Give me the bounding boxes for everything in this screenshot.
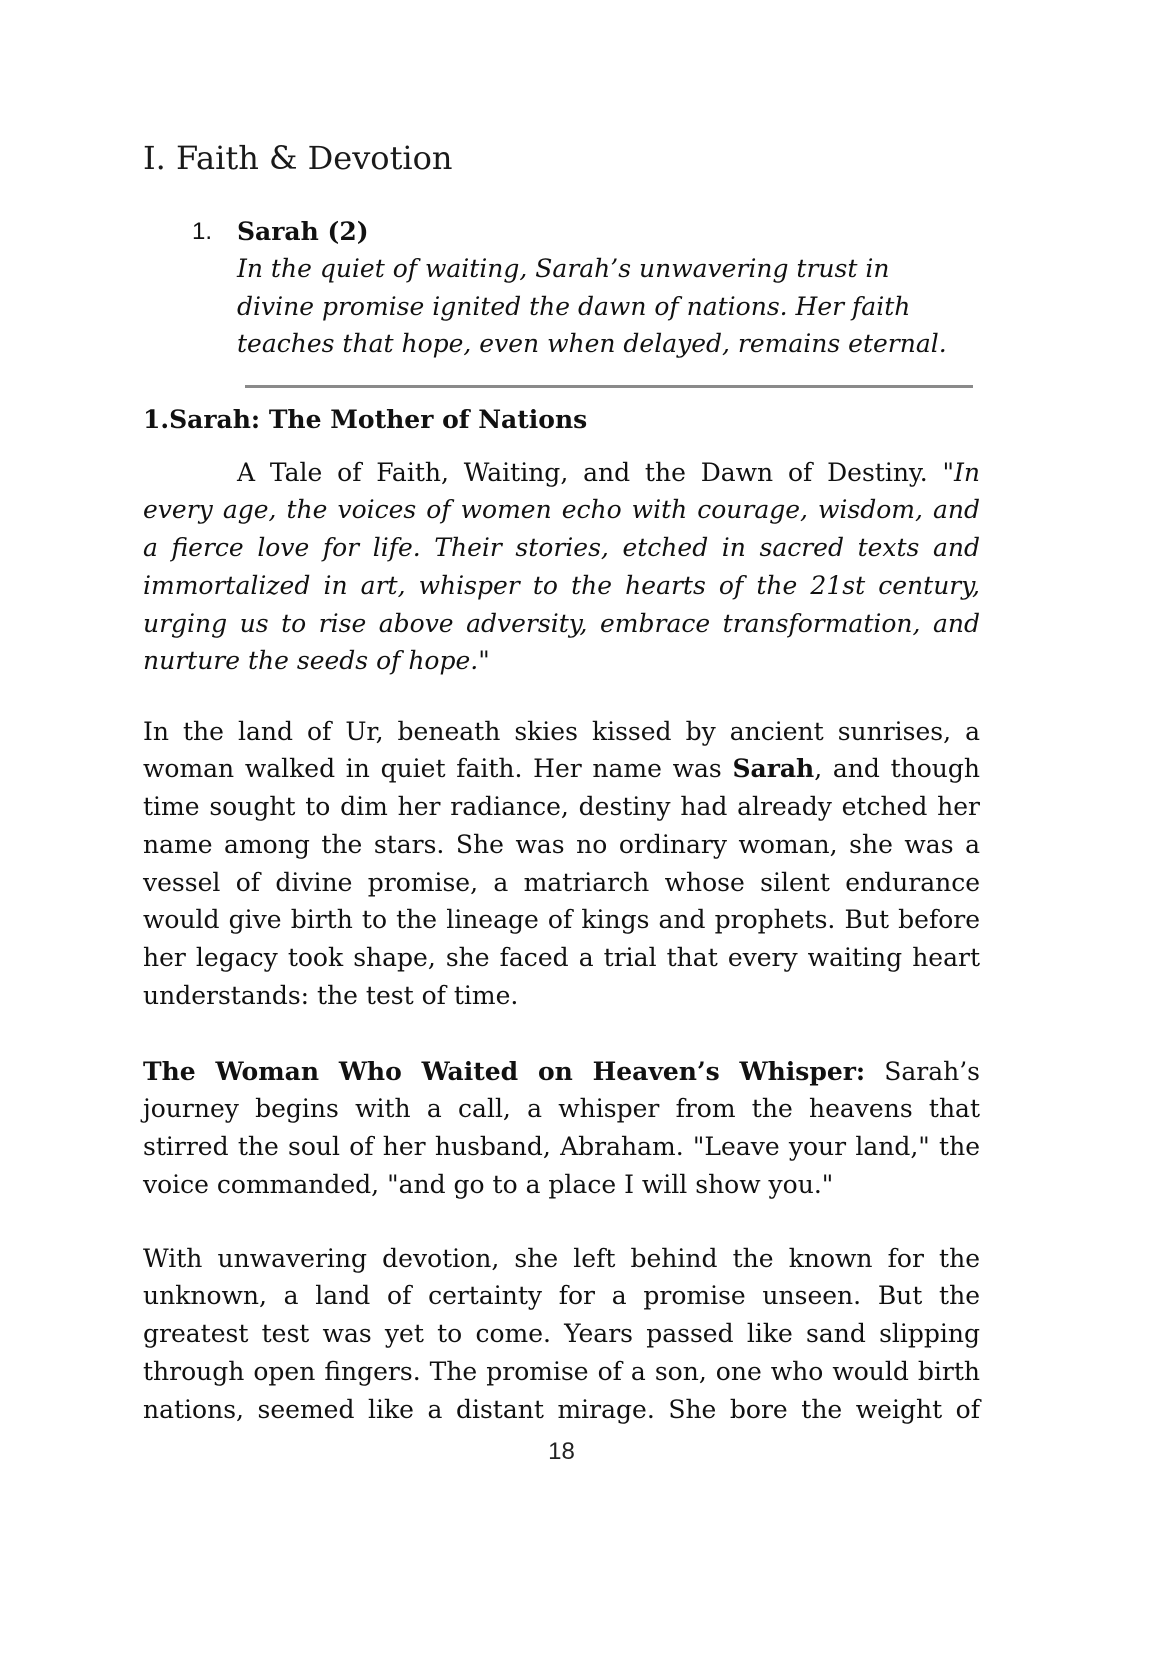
- page-number: 18: [548, 1438, 575, 1465]
- text-line: vessel of divine promise, a matriarch whose silent endurance: [143, 867, 980, 897]
- quote-line: urging us to rise above adversity, embrace transformation, and: [143, 608, 980, 638]
- quote-line: every age, the voices of women echo with courage, wisdom, and: [143, 495, 980, 525]
- text-line: journey begins with a call, a whisper from the heavens that: [143, 1094, 980, 1124]
- line-text: , and though: [814, 754, 980, 784]
- text-line: stirred the soul of her husband, Abraham. "Leave your land," the: [143, 1132, 980, 1161]
- body-paragraph: [143, 1240, 980, 1429]
- summary-title: Sarah (2): [237, 216, 369, 246]
- text-line: through open fingers. The promise of a son, one who would birth: [143, 1356, 980, 1386]
- intro-paragraph: [143, 454, 980, 681]
- horizontal-divider: [245, 385, 973, 388]
- body-paragraph: [143, 713, 980, 1015]
- quote-line: a fierce love for life. Their stories, etched in sacred texts and: [143, 533, 980, 562]
- text-line: greatest test was yet to come. Years passed like sand slipping: [143, 1319, 980, 1348]
- quote-text: "In: [942, 457, 980, 487]
- quote-line: immortalized in art, whisper to the hearts of the 21st century,: [143, 570, 980, 600]
- text-line: With unwavering devotion, she left behind the known for the: [143, 1243, 980, 1273]
- line-text: Sarah’s: [884, 1056, 980, 1086]
- quote-line: nurture the seeds of hope.": [143, 646, 490, 676]
- text-line: nations, seemed like a distant mirage. She bore the weight of: [143, 1394, 980, 1424]
- summary-description-line: divine promise ignited the dawn of nations. Her faith: [237, 291, 911, 321]
- text-line: name among the stars. She was no ordinary woman, she was a: [143, 829, 980, 859]
- tagline-text: A Tale of Faith, Waiting, and the Dawn of Destiny.: [237, 457, 928, 487]
- text-line: understands: the test of time.: [143, 980, 519, 1010]
- chapter-title: 1.Sarah: The Mother of Nations: [143, 404, 588, 434]
- section-heading: I. Faith & Devotion: [143, 139, 453, 177]
- text-line: would give birth to the lineage of kings and prophets. But before: [143, 905, 980, 935]
- text-line: [143, 1053, 980, 1091]
- text-line: unknown, a land of certainty for a promise unseen. But the: [143, 1281, 980, 1311]
- run-in-heading: The Woman Who Waited on Heaven’s Whisper:: [143, 1056, 866, 1086]
- summary-description-line: teaches that hope, even when delayed, remains eternal.: [237, 329, 947, 358]
- text-line: time sought to dim her radiance, destiny had already etched her: [143, 792, 980, 821]
- text-line: voice commanded, "and go to a place I will show you.": [143, 1169, 834, 1199]
- body-paragraph: [143, 1053, 980, 1204]
- emphasized-name: Sarah: [732, 754, 815, 784]
- summary-description-line: In the quiet of waiting, Sarah’s unwavering trust in: [237, 254, 890, 283]
- text-line: In the land of Ur, beneath skies kissed by ancient sunrises, a: [143, 716, 980, 746]
- text-line: [143, 750, 980, 788]
- summary-item: [237, 213, 947, 363]
- text-line: [143, 454, 980, 492]
- text-line: her legacy took shape, she faced a trial that every waiting heart: [143, 943, 980, 972]
- list-number: 1.: [192, 217, 213, 245]
- line-text: woman walked in quiet faith. Her name was: [143, 754, 722, 784]
